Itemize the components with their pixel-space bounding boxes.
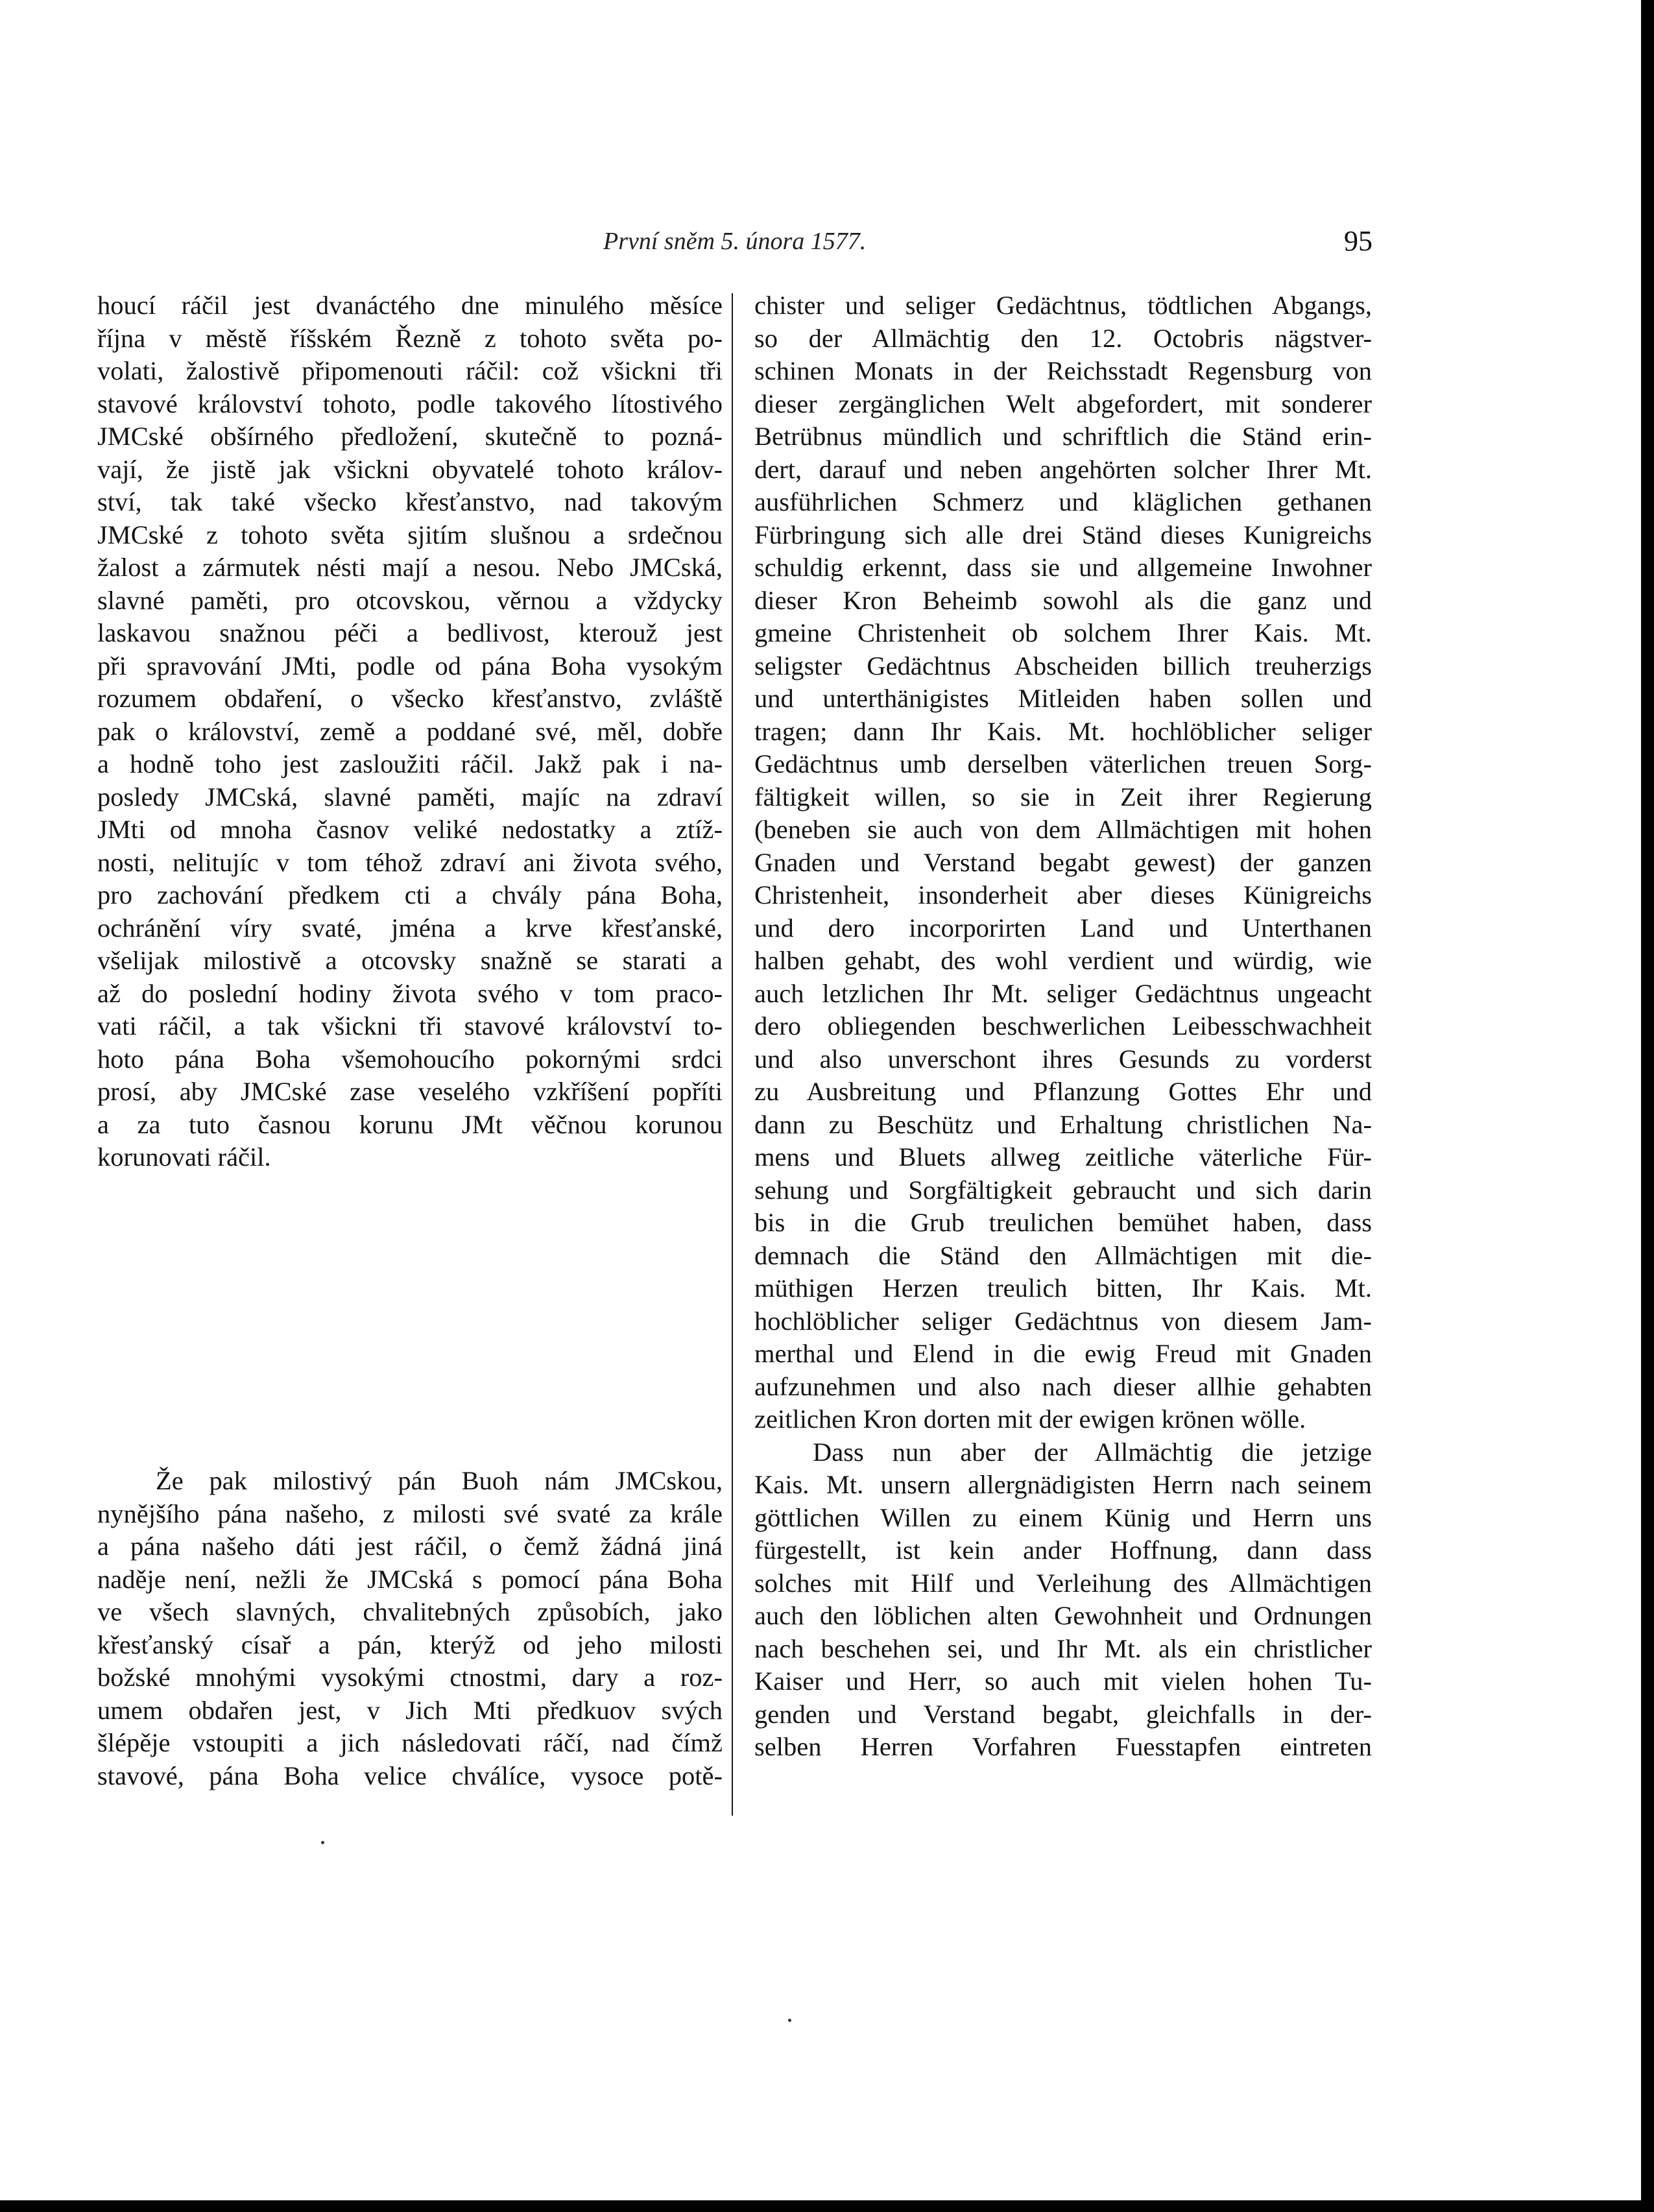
text-line: houcí ráčil jest dvanáctého dne minulého měsíce <box>97 291 723 320</box>
text-line: hochlöblicher seliger Gedächtnus von diesem Jam- <box>754 1306 1372 1336</box>
text-line: und also unverschont ihres Gesunds zu vorderst <box>754 1044 1372 1074</box>
right-column-german <box>754 289 1372 1764</box>
text-line: pak o království, země a poddané své, měl, dobře <box>97 716 723 746</box>
text-line: při spravování JMti, podle od pána Boha vysokým <box>97 651 723 680</box>
text-line: fürgestellt, ist kein ander Hoffnung, dann dass <box>754 1535 1372 1565</box>
page-number: 95 <box>1344 225 1372 257</box>
text-line: ství, tak také všecko křesťanstvo, nad takovým <box>97 487 723 516</box>
text-line: Fürbringung sich alle drei Ständ dieses Kunigreichs <box>754 520 1372 549</box>
text-line: umem obdařen jest, v Jich Mti předkuov svých <box>97 1695 723 1725</box>
text-line: posledy JMCská, slavné paměti, majíc na zdraví <box>97 782 723 811</box>
text-line: ausführlichen Schmerz und kläglichen gethanen <box>754 487 1372 516</box>
text-line: prosí, aby JMCské zase veselého vzkříšení popříti <box>97 1077 723 1106</box>
print-speck <box>321 1841 324 1844</box>
text-line: und dero incorporirten Land und Unterthanen <box>754 913 1372 943</box>
text-line: gmeine Christenheit ob solchem Ihrer Kais. Mt. <box>754 618 1372 647</box>
text-line: JMCské obšírného předložení, skutečně to pozná- <box>97 422 723 451</box>
text-line: auch den löblichen alten Gewohnheit und Ordnungen <box>754 1601 1372 1630</box>
text-line: schinen Monats in der Reichsstadt Regensburg von <box>754 356 1372 385</box>
text-line: božské mnohými vysokými ctnostmi, dary a roz- <box>97 1663 723 1692</box>
print-speck <box>788 2019 791 2022</box>
text-line: a za tuto časnou korunu JMt věčnou korunou <box>97 1109 723 1139</box>
text-line: auch letzlichen Ihr Mt. seliger Gedächtnus ungeacht <box>754 978 1372 1008</box>
text-line: vati ráčil, a tak všickni tři stavové království to- <box>97 1011 723 1040</box>
text-line: volati, žalostivě připomenouti ráčil: což všickni tři <box>97 356 723 385</box>
text-line: naděje není, nežli že JMCská s pomocí pána Boha <box>97 1564 723 1594</box>
text-line: aufzunehmen und also nach dieser allhie gehabten <box>754 1371 1372 1401</box>
text-line: ochránění víry svaté, jména a krve křesťanské, <box>97 913 723 943</box>
text-line: demnach die Ständ den Allmächtigen mit die- <box>754 1240 1372 1270</box>
text-line: Dass nun aber der Allmächtig die jetzige <box>813 1437 1372 1467</box>
text-line: JMCské z tohoto světa sjitím slušnou a srdečnou <box>97 520 723 549</box>
text-line: žalost a zármutek nésti mají a nesou. Nebo JMCská, <box>97 553 723 582</box>
text-line: so der Allmächtig den 12. Octobris nägstver- <box>754 323 1372 353</box>
text-line: až do poslední hodiny života svého v tom praco- <box>97 978 723 1008</box>
scan-edge-right <box>1641 0 1654 2212</box>
text-line: křesťanský císař a pán, kterýž od jeho milosti <box>97 1629 723 1659</box>
text-line: laskavou snažnou péči a bedlivost, kterouž jest <box>97 618 723 647</box>
text-line: (beneben sie auch von dem Allmächtigen mit hohen <box>754 815 1372 844</box>
text-line: dieser Kron Beheimb sowohl als die ganz und <box>754 585 1372 615</box>
text-line: halben gehabt, des wohl verdient und würdig, wie <box>754 946 1372 975</box>
text-line: nosti, nelitujíc v tom téhož zdraví ani života svého, <box>97 847 723 877</box>
text-line: fältigkeit willen, so sie in Zeit ihrer Regierung <box>754 782 1372 811</box>
text-line: a pána našeho dáti jest ráčil, o čemž žádná jiná <box>97 1532 723 1561</box>
text-line: hoto pána Boha všemohoucího pokornými srdci <box>97 1044 723 1074</box>
text-line: Christenheit, insonderheit aber dieses Künigreichs <box>754 880 1372 909</box>
text-line: dann zu Beschütz und Erhaltung christlichen Na- <box>754 1109 1372 1139</box>
text-line: und unterthänigistes Mitleiden haben sollen und <box>754 684 1372 713</box>
text-line: všelijak milostivě a otcovsky snažně se starati a <box>97 946 723 975</box>
text-line: Že pak milostivý pán Buoh nám JMCskou, <box>156 1466 723 1495</box>
text-line: dert, darauf und neben angehörten solcher Ihrer Mt. <box>754 454 1372 484</box>
text-line: října v městě říšském Řezně z tohoto světa po- <box>97 323 723 353</box>
text-line: schuldig erkennt, dass sie und allgemeine Inwohner <box>754 553 1372 582</box>
text-line: bis in die Grub treulichen bemühet haben, dass <box>754 1208 1372 1237</box>
text-line: seligster Gedächtnus Abscheiden billich treuherzigs <box>754 651 1372 680</box>
text-line: nach beschehen sei, und Ihr Mt. als ein christlicher <box>754 1633 1372 1663</box>
text-line: rozumem obdaření, o všecko křesťanstvo, zvláště <box>97 684 723 713</box>
text-line: nynějšího pána našeho, z milosti své svaté za krále <box>97 1498 723 1528</box>
text-line: Gedächtnus umb derselben väterlichen treuen Sorg- <box>754 749 1372 778</box>
text-line: Kais. Mt. unsern allergnädigisten Herrn nach seinem <box>754 1470 1372 1499</box>
left-column-czech-top <box>97 289 723 1174</box>
text-line: korunovati ráčil. <box>97 1142 271 1172</box>
text-line: dieser zergänglichen Welt abgefordert, mit sonderer <box>754 389 1372 418</box>
text-line: sehung und Sorgfältigkeit gebraucht und sich darin <box>754 1175 1372 1205</box>
column-divider <box>732 293 733 1816</box>
text-line: JMti od mnoha časnov veliké nedostatky a ztíž- <box>97 815 723 844</box>
text-line: stavové, pána Boha velice chválíce, vysoce potě- <box>97 1761 723 1790</box>
text-line: stavové království tohoto, podle takového lítostivého <box>97 389 723 418</box>
scan-edge-bottom <box>0 2200 1654 2212</box>
text-line: zeitlichen Kron dorten mit der ewigen krönen wölle. <box>754 1404 1306 1434</box>
text-line: göttlichen Willen zu einem Künig und Herrn uns <box>754 1502 1372 1532</box>
text-line: Betrübnus mündlich und schriftlich die Ständ erin- <box>754 422 1372 451</box>
text-line: Gnaden und Verstand begabt gewest) der ganzen <box>754 847 1372 877</box>
text-line: a hodně toho jest zasloužiti ráčil. Jakž pak i na- <box>97 749 723 778</box>
text-line: merthal und Elend in die ewig Freud mit Gnaden <box>754 1339 1372 1368</box>
text-line: tragen; dann Ihr Kais. Mt. hochlöblicher seliger <box>754 716 1372 746</box>
text-line: šlépěje vstoupiti a jich následovati ráčí, nad čímž <box>97 1728 723 1757</box>
text-line: ve všech slavných, chvalitebných způsobích, jako <box>97 1597 723 1626</box>
left-column-czech-bottom <box>97 1465 723 1792</box>
text-line: müthigen Herzen treulich bitten, Ihr Kais. Mt. <box>754 1273 1372 1303</box>
text-line: slavné paměti, pro otcovskou, věrnou a vždycky <box>97 585 723 615</box>
text-line: zu Ausbreitung und Pflanzung Gottes Ehr und <box>754 1077 1372 1106</box>
text-line: mens und Bluets allweg zeitliche väterliche Für- <box>754 1142 1372 1172</box>
text-line: genden und Verstand begabt, gleichfalls in der- <box>754 1699 1372 1729</box>
text-line: Kaiser und Herr, so auch mit vielen hohen Tu- <box>754 1666 1372 1696</box>
running-title: První sněm 5. února 1577. <box>603 228 867 255</box>
text-line: selben Herren Vorfahren Fuesstapfen eintreten <box>754 1732 1372 1761</box>
text-line: solches mit Hilf und Verleihung des Allmächtigen <box>754 1568 1372 1598</box>
text-line: chister und seliger Gedächtnus, tödtlichen Abgangs, <box>754 291 1372 320</box>
text-line: vají, že jistě jak všickni obyvatelé tohoto králov- <box>97 454 723 484</box>
text-line: pro zachování předkem cti a chvály pána Boha, <box>97 880 723 909</box>
text-line: dero obliegenden beschwerlichen Leibesschwachheit <box>754 1011 1372 1040</box>
